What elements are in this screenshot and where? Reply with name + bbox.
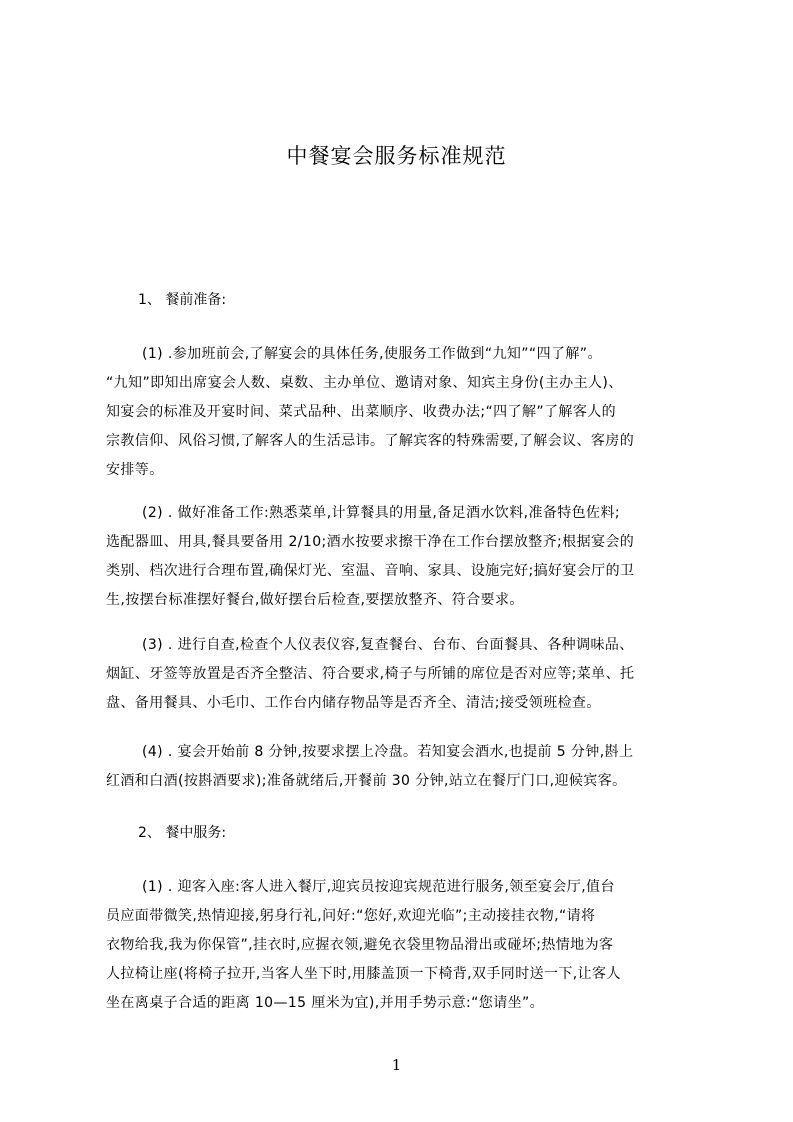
document-title: 中餐宴会服务标准规范 <box>286 144 507 168</box>
paragraph-line: 人拉椅让座(将椅子拉开,当客人坐下时,用膝盖顶一下椅背,双手同时送一下,让客人 <box>106 966 621 982</box>
paragraph-line: (3) . 进行自查,检查个人仪表仪容,复查餐台、台布、台面餐具、各种调味品、 <box>142 637 634 653</box>
paragraph-line: 衣物给我,我为你保管”,挂衣时,应握衣领,避免衣袋里物品滑出或碰坏;热情地为客 <box>106 937 614 953</box>
section-heading-prep: 1、 餐前准备: <box>138 292 227 308</box>
paragraph-line: (2) . 做好准备工作:熟悉菜单,计算餐具的用量,备足酒水饮料,准备特色佐料; <box>142 505 620 521</box>
paragraph-prep-4 <box>106 738 696 796</box>
paragraph-line: 生,按摆台标准摆好餐台,做好摆台后检查,要摆放整齐、符合要求。 <box>106 592 524 608</box>
paragraph-line: 烟缸、牙签等放置是否齐全整洁、符合要求,椅子与所铺的席位是否对应等;菜单、托 <box>106 666 635 682</box>
paragraph-line: (1) .参加班前会,了解宴会的具体任务,使服务工作做到“九知”“四了解”。 <box>142 346 602 362</box>
paragraph-line: 坐在离桌子合适的距离 10—15 厘米为宜),并用手势示意:“您请坐”。 <box>106 995 545 1011</box>
paragraph-line: “九知”即知出席宴会人数、桌数、主办单位、邀请对象、知宾主身份(主办主人)、 <box>106 375 623 391</box>
paragraph-line: 盘、备用餐具、小毛巾、工作台内储存物品等是否齐全、清洁;接受领班检查。 <box>106 695 601 711</box>
paragraph-prep-1 <box>106 340 696 485</box>
paragraph-service-1 <box>106 873 696 1018</box>
paragraph-line: 安排等。 <box>106 462 164 478</box>
paragraph-line: 类别、档次进行合理布置,确保灯光、室温、音响、家具、设施完好;搞好宴会厅的卫 <box>106 563 635 579</box>
section-heading-service: 2、 餐中服务: <box>138 825 227 841</box>
paragraph-prep-2 <box>106 499 696 615</box>
paragraph-line: (1) . 迎客入座:客人进入餐厅,迎宾员按迎宾规范进行服务,领至宴会厅,值台 <box>142 879 615 895</box>
paragraph-line: 红酒和白酒(按斟酒要求);准备就绪后,开餐前 30 分钟,站立在餐厅门口,迎候宾客。 <box>106 773 627 789</box>
paragraph-line: 选配器皿、用具,餐具要备用 2/10;酒水按要求擦干净在工作台摆放整齐;根据宴会的 <box>106 534 635 550</box>
paragraph-prep-3 <box>106 631 696 718</box>
paragraph-line: 员应面带微笑,热情迎接,躬身行礼,问好:“您好,欢迎光临”;主动接挂衣物,“请将 <box>106 908 596 924</box>
page-number: 1 <box>391 1056 402 1074</box>
paragraph-line: 宗教信仰、风俗习惯,了解客人的生活忌讳。了解宾客的特殊需要,了解会议、客房的 <box>106 433 635 449</box>
paragraph-line: (4) . 宴会开始前 8 分钟,按要求摆上冷盘。若知宴会酒水,也提前 5 分钟,斟上 <box>142 744 634 760</box>
paragraph-line: 知宴会的标准及开宴时间、菜式品种、出菜顺序、收费办法;“四了解”了解客人的 <box>106 404 617 420</box>
